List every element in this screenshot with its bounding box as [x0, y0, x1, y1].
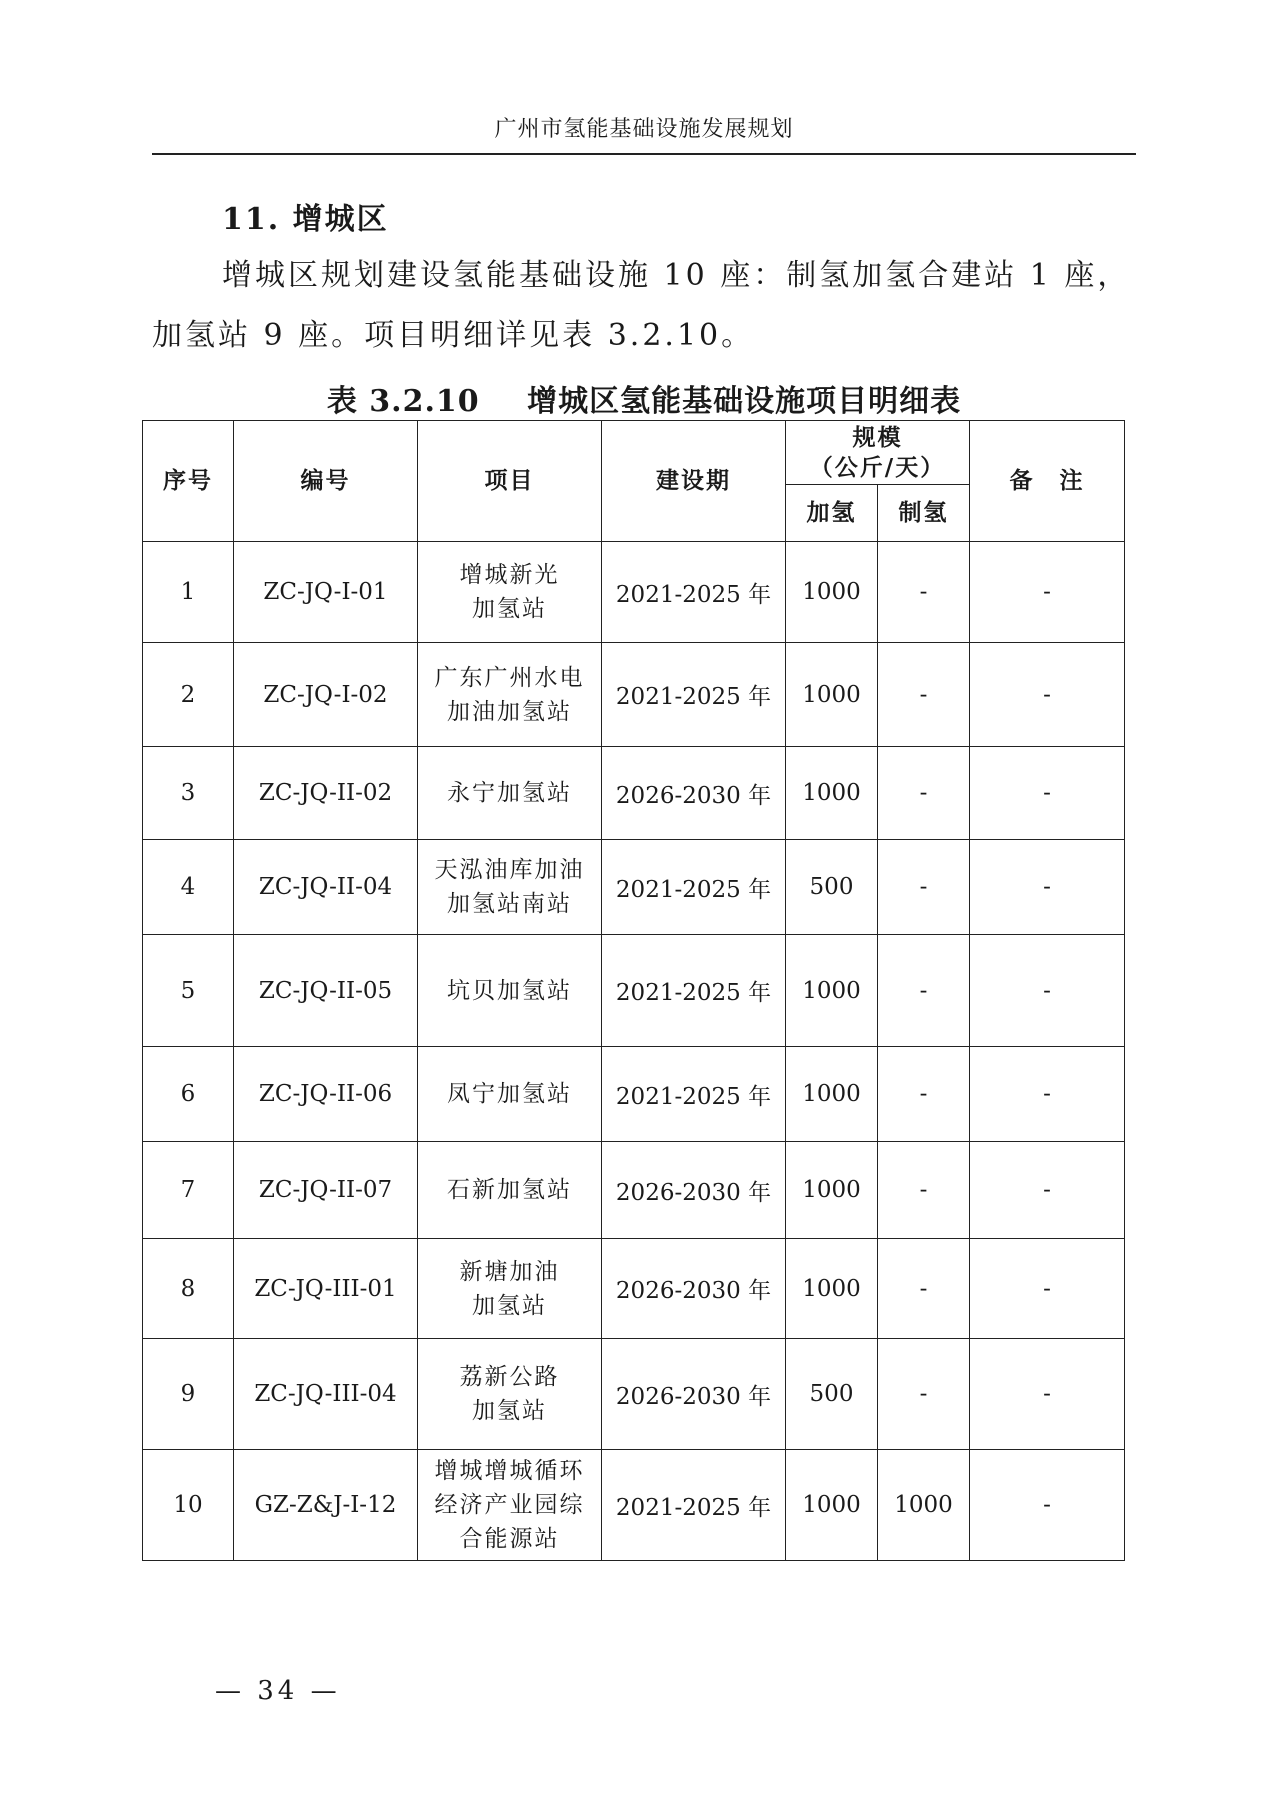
table-row [143, 1239, 1125, 1339]
table-header-row [143, 421, 1125, 485]
cell-project [418, 542, 602, 643]
cell-refuel: 1000 [786, 1047, 878, 1142]
paragraph-line-1: 增城区规划建设氢能基础设施 10 座：制氢加氢合建站 1 座， [222, 258, 1131, 293]
header-period: 建设期 [602, 421, 786, 542]
cell-code: ZC-JQ-II-02 [234, 747, 418, 840]
header-produce: 制氢 [878, 485, 970, 542]
project-name-line: 合能源站 [459, 1526, 560, 1552]
cell-code: ZC-JQ-II-07 [234, 1142, 418, 1239]
cell-code: ZC-JQ-I-02 [234, 643, 418, 747]
cell-refuel: 1000 [786, 542, 878, 643]
cell-seq: 6 [143, 1047, 234, 1142]
cell-project [418, 1239, 602, 1339]
cell-seq: 5 [143, 935, 234, 1047]
project-name-line: 坑贝加氢站 [447, 977, 572, 1004]
cell-code: ZC-JQ-II-05 [234, 935, 418, 1047]
cell-refuel: 1000 [786, 935, 878, 1047]
cell-remark: - [970, 747, 1125, 840]
table-row [143, 935, 1125, 1047]
cell-refuel: 500 [786, 840, 878, 935]
table-row [143, 1450, 1125, 1561]
project-name-line: 荔新公路 [459, 1364, 560, 1390]
cell-period: 2026-2030 年 [602, 1339, 786, 1450]
table-row [143, 1047, 1125, 1142]
cell-refuel: 1000 [786, 747, 878, 840]
cell-produce: - [878, 1047, 970, 1142]
table-row [143, 1339, 1125, 1450]
cell-project [418, 643, 602, 747]
cell-project [418, 840, 602, 935]
header-scale-label: 规模 [852, 423, 903, 451]
table-caption-number: 表 3.2.10 [326, 384, 480, 419]
project-name-line: 增城新光 [459, 562, 560, 588]
cell-produce: - [878, 1239, 970, 1339]
cell-remark: - [970, 840, 1125, 935]
project-name-line: 增城增城循环 [434, 1458, 585, 1484]
cell-period: 2021-2025 年 [602, 935, 786, 1047]
header-scale [786, 421, 970, 485]
cell-period: 2026-2030 年 [602, 1142, 786, 1239]
cell-period: 2021-2025 年 [602, 542, 786, 643]
cell-project [418, 1142, 602, 1239]
cell-period: 2021-2025 年 [602, 840, 786, 935]
cell-project [418, 935, 602, 1047]
cell-code: ZC-JQ-II-06 [234, 1047, 418, 1142]
cell-produce: - [878, 840, 970, 935]
cell-produce: - [878, 643, 970, 747]
cell-seq: 3 [143, 747, 234, 840]
cell-period: 2026-2030 年 [602, 747, 786, 840]
cell-seq: 7 [143, 1142, 234, 1239]
cell-produce: - [878, 1339, 970, 1450]
cell-remark: - [970, 935, 1125, 1047]
cell-seq: 4 [143, 840, 234, 935]
header-rule [152, 153, 1136, 155]
cell-seq: 10 [143, 1450, 234, 1561]
cell-seq: 9 [143, 1339, 234, 1450]
header-code: 编号 [234, 421, 418, 542]
cell-produce: - [878, 542, 970, 643]
project-name-line: 加氢站 [472, 1292, 547, 1319]
cell-period: 2021-2025 年 [602, 643, 786, 747]
cell-seq: 8 [143, 1239, 234, 1339]
project-name-line: 天泓油库加油 [434, 857, 585, 883]
cell-remark: - [970, 1142, 1125, 1239]
cell-remark: - [970, 1047, 1125, 1142]
cell-period: 2021-2025 年 [602, 1450, 786, 1561]
cell-remark: - [970, 1339, 1125, 1450]
cell-period: 2026-2030 年 [602, 1239, 786, 1339]
project-name-line: 石新加氢站 [447, 1177, 572, 1203]
cell-project [418, 1339, 602, 1450]
cell-seq: 1 [143, 542, 234, 643]
cell-seq: 2 [143, 643, 234, 747]
table-caption-title: 增城区氢能基础设施项目明细表 [527, 384, 962, 419]
table-row [143, 542, 1125, 643]
cell-produce: - [878, 1142, 970, 1239]
cell-refuel: 1000 [786, 1450, 878, 1561]
project-name-line: 凤宁加氢站 [447, 1081, 572, 1107]
cell-produce: - [878, 747, 970, 840]
table-row [143, 840, 1125, 935]
cell-project [418, 1047, 602, 1142]
cell-project [418, 747, 602, 840]
project-name-line: 永宁加氢站 [447, 780, 572, 806]
header-scale-unit: （公斤/天） [809, 453, 946, 481]
cell-produce: - [878, 935, 970, 1047]
cell-period: 2021-2025 年 [602, 1047, 786, 1142]
cell-remark: - [970, 542, 1125, 643]
header-seq: 序号 [143, 421, 234, 542]
header-refuel: 加氢 [786, 485, 878, 542]
section-heading: 11. 增城区 [222, 202, 389, 237]
header-remark: 备 注 [970, 421, 1125, 542]
project-name-line: 新塘加油 [459, 1258, 560, 1285]
cell-code: ZC-JQ-III-04 [234, 1339, 418, 1450]
cell-code: ZC-JQ-II-04 [234, 840, 418, 935]
table-row [143, 643, 1125, 747]
cell-remark: - [970, 1450, 1125, 1561]
table-row [143, 1142, 1125, 1239]
cell-refuel: 1000 [786, 1239, 878, 1339]
cell-refuel: 1000 [786, 1142, 878, 1239]
table-body [143, 542, 1125, 1561]
table-caption [152, 376, 1136, 420]
table-row [143, 747, 1125, 840]
project-detail-table [142, 420, 1125, 1561]
header-project: 项目 [418, 421, 602, 542]
cell-produce: 1000 [878, 1450, 970, 1561]
cell-remark: - [970, 643, 1125, 747]
cell-project [418, 1450, 602, 1561]
project-name-line: 加氢站 [472, 1398, 547, 1424]
cell-code: ZC-JQ-III-01 [234, 1239, 418, 1339]
project-name-line: 加油加氢站 [447, 698, 572, 725]
page-number: — 34 — [215, 1676, 341, 1706]
cell-refuel: 500 [786, 1339, 878, 1450]
running-header: 广州市氢能基础设施发展规划 [494, 117, 794, 142]
project-name-line: 广东广州水电 [434, 664, 585, 691]
project-name-line: 加氢站南站 [447, 891, 572, 917]
cell-remark: - [970, 1239, 1125, 1339]
cell-refuel: 1000 [786, 643, 878, 747]
cell-code: ZC-JQ-I-01 [234, 542, 418, 643]
paragraph-line-2: 加氢站 9 座。项目明细详见表 3.2.10。 [152, 318, 755, 353]
cell-code: GZ-Z&J-I-12 [234, 1450, 418, 1561]
project-name-line: 经济产业园综 [434, 1492, 585, 1518]
project-name-line: 加氢站 [472, 596, 547, 622]
